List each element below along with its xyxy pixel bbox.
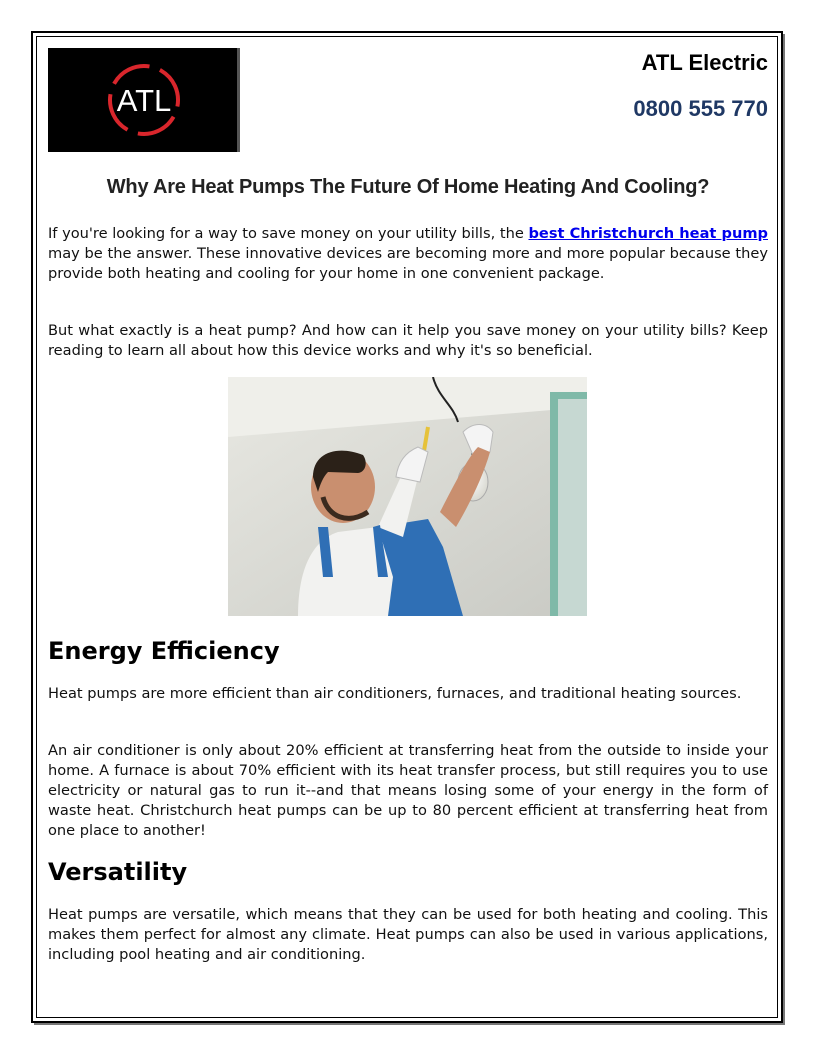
intro-paragraph-1 [48, 224, 768, 284]
electrician-photo [228, 377, 587, 616]
section-heading-versatility: Versatility [48, 858, 188, 886]
atl-logo [48, 48, 240, 152]
company-name: ATL Electric [641, 50, 768, 75]
energy-efficiency-paragraph-1: Heat pumps are more efficient than air conditioners, furnaces, and traditional heating sources. [48, 685, 742, 702]
article-title: Why Are Heat Pumps The Future Of Home Heating And Cooling? [106, 176, 710, 198]
intro-text-after-link: may be the answer. These innovative devices are becoming more and more popular because they provide both heating and cooling for your home in one convenient package. [48, 245, 768, 282]
intro-text-before-link: If you're looking for a way to save money on your utility bills, the [48, 225, 529, 242]
page-border-shadow-right [783, 34, 785, 1025]
versatility-paragraph-1: Heat pumps are versatile, which means that they can be used for both heating and cooling. This makes them perfect for almost any climate. Heat pumps can also be used in various applications, including pool heating and air conditioning. [48, 906, 768, 963]
intro-paragraph-2: But what exactly is a heat pump? And how can it help you save money on your utility bills? Keep reading to learn all about how this device works and why it's so beneficial. [48, 322, 768, 359]
logo-text: ATL [116, 83, 172, 118]
logo-edge [237, 48, 240, 152]
best-heat-pump-link[interactable]: best Christchurch heat pump [528, 225, 768, 242]
energy-efficiency-paragraph-2: An air conditioner is only about 20% efficient at transferring heat from the outside to inside your home. A furnace is about 70% efficient with its heat transfer process, but still requires you to use electricity or natural gas to run it--and that means losing some of your energy in the form of waste heat. Christchurch heat pumps can be up to 80 percent efficient at transferring heat from one place to another! [48, 742, 768, 839]
phone-number: 0800 555 770 [633, 96, 768, 121]
section-heading-energy-efficiency: Energy Efficiency [48, 637, 280, 665]
page-border-shadow-bottom [34, 1023, 785, 1025]
